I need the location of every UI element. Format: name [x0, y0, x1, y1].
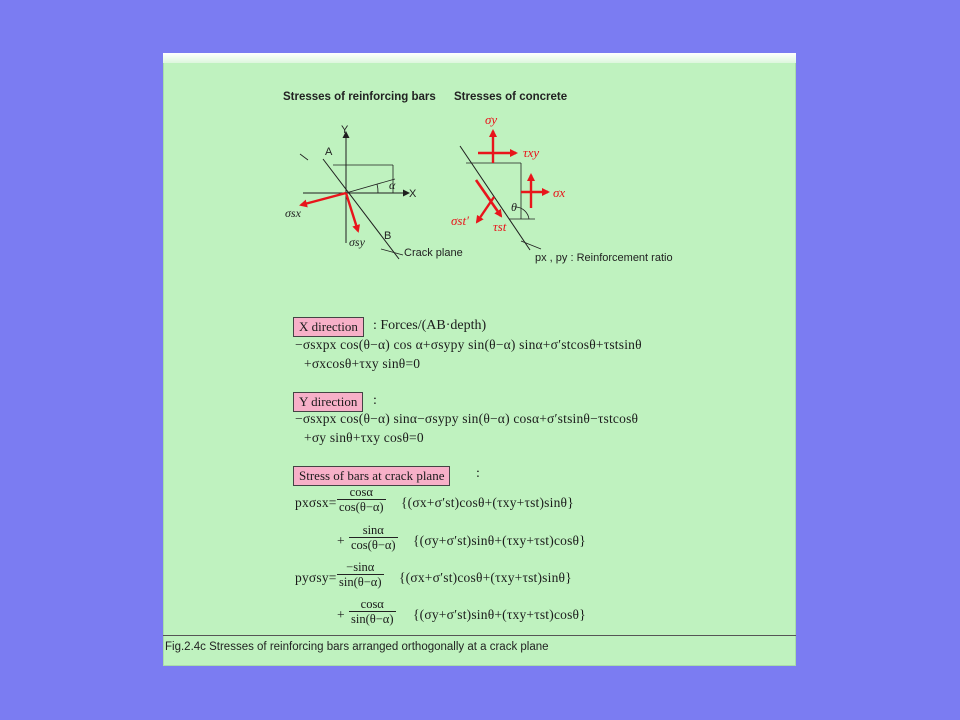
- tau-xy-label: τxy: [523, 145, 540, 160]
- figure-page: [163, 53, 796, 666]
- eq2-plus: +: [337, 607, 345, 622]
- sigma-sx-label: σsx: [285, 206, 301, 220]
- x-direction-equation-line1: −σsxpx cos(θ−α) cos α+σsypy sin(θ−α) sinα+σ′stcosθ+τstsinθ: [295, 337, 642, 352]
- x-axis-label: X: [409, 188, 417, 200]
- eq1-fraction2-den: cos(θ−α): [351, 538, 396, 552]
- sigma-sx-arrow: [301, 193, 346, 205]
- y-direction-equation-line2: +σy sinθ+τxy cosθ=0: [304, 430, 424, 445]
- alpha-label: α: [389, 178, 396, 192]
- sigma-sy-arrow: [346, 193, 358, 231]
- concrete-crack-line: [460, 146, 530, 250]
- eq1-fraction1: [337, 485, 386, 515]
- eq1-plus: +: [337, 533, 345, 548]
- theta-label: θ: [511, 200, 517, 214]
- eq1-fraction1-den: cos(θ−α): [339, 500, 384, 514]
- eq2-fraction2-num: cosα: [349, 597, 396, 612]
- x-direction-equation-line2: +σxcosθ+τxy sinθ=0: [304, 356, 421, 371]
- point-b-label: B: [384, 230, 392, 242]
- sigma-st-label: σst′: [451, 213, 469, 228]
- theta-arc: [516, 207, 529, 219]
- point-a-label: A: [325, 146, 333, 158]
- eq2-fraction2: [349, 597, 396, 627]
- left-diagram-title: Stresses of reinforcing bars: [283, 91, 436, 103]
- left-tick: [300, 154, 308, 160]
- sigma-sy-label: σsy: [349, 235, 365, 249]
- eq2-fraction1-num: −sinα: [337, 560, 384, 575]
- crack-stress-tag: Stress of bars at crack plane: [293, 466, 450, 486]
- y-direction-equation-line1: −σsxpx cos(θ−α) sinα−σsypy sin(θ−α) cosα+σ′stsinθ−τstcosθ: [295, 411, 639, 426]
- tau-st-label: τst: [493, 219, 507, 234]
- eq2-fraction1-den: sin(θ−α): [339, 575, 382, 589]
- eq1-fraction1-num: cosα: [337, 485, 386, 500]
- stress-diagram: [163, 53, 796, 293]
- figure-caption-text: Fig.2.4c Stresses of reinforcing bars arranged orthogonally at a crack plane: [165, 641, 549, 653]
- y-direction-tag: Y direction: [293, 392, 363, 412]
- y-direction-note: :: [373, 393, 377, 408]
- eq2-fraction1: [337, 560, 384, 590]
- eq2-lhs: pyσsy=: [295, 570, 337, 585]
- y-axis-label: Y: [341, 124, 349, 136]
- figure-caption: [163, 635, 796, 666]
- eq1-fraction2-num: sinα: [349, 523, 398, 538]
- sigma-y-label: σy: [485, 112, 498, 127]
- alpha-arc: [377, 184, 378, 193]
- eq2-term2: {(σy+σ′st)sinθ+(τxy+τst)cosθ}: [413, 607, 586, 622]
- eq1-fraction2: [349, 523, 398, 553]
- tau-st-arrow: [476, 180, 501, 216]
- x-direction-tag: X direction: [293, 317, 364, 337]
- x-direction-note: : Forces/(AB·depth): [373, 318, 487, 333]
- crack-plane-label: Crack plane: [404, 247, 463, 259]
- reinforcement-leader: [521, 241, 541, 249]
- eq1-lhs: pxσsx=: [295, 495, 337, 510]
- reinforcement-ratio-label: px , py : Reinforcement ratio: [535, 252, 673, 264]
- right-diagram-title: Stresses of concrete: [454, 91, 568, 103]
- eq1-term2: {(σy+σ′st)sinθ+(τxy+τst)cosθ}: [413, 533, 586, 548]
- eq2-term1: {(σx+σ′st)cosθ+(τxy+τst)sinθ}: [399, 570, 572, 585]
- crack-stress-note: :: [476, 466, 480, 481]
- sigma-x-label: σx: [553, 185, 566, 200]
- eq1-term1: {(σx+σ′st)cosθ+(τxy+τst)sinθ}: [401, 495, 574, 510]
- eq2-fraction2-den: sin(θ−α): [351, 612, 394, 626]
- inclined-reference-line: [346, 179, 395, 193]
